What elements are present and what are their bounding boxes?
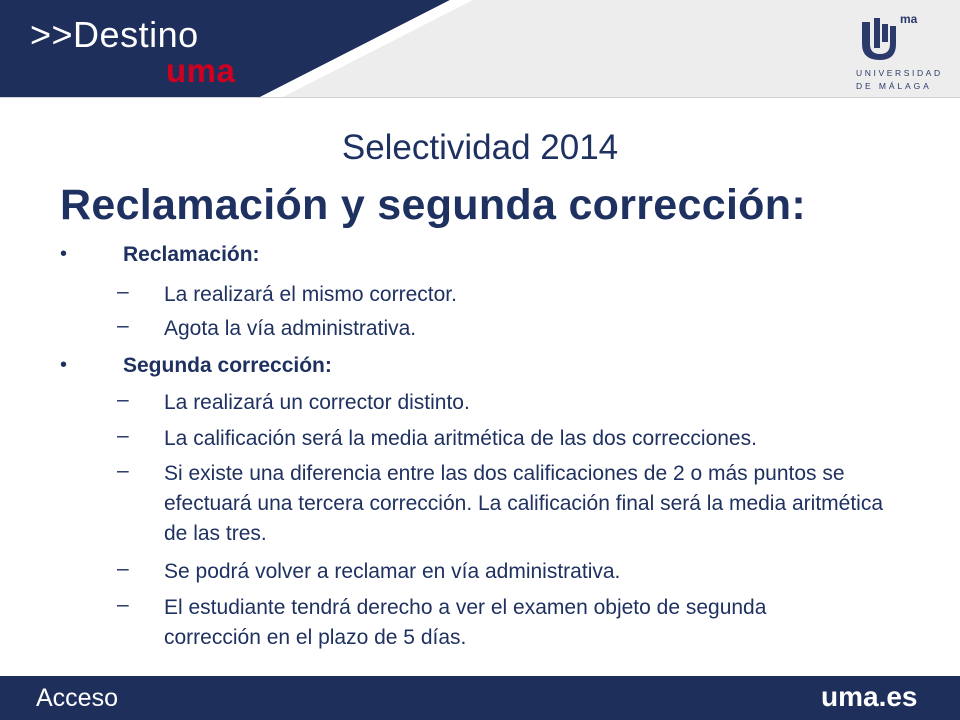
list-item: La calificación será la media aritmética de las dos correcciones. [164, 427, 757, 450]
list-item: Se podrá volver a reclamar en vía administrativa. [164, 560, 621, 583]
dash-marker: – [117, 314, 129, 337]
list-item: La realizará un corrector distinto. [164, 391, 470, 414]
dash-marker: – [117, 388, 129, 411]
slide-subtitle: Selectividad 2014 [341, 128, 619, 167]
dash-marker: – [117, 557, 129, 580]
dash-marker: – [117, 280, 129, 303]
university-logo [850, 10, 943, 91]
logo-text-line2: DE MÁLAGA [856, 81, 932, 91]
logo-text-line1: UNIVERSIDAD [856, 68, 943, 78]
slide-title: Reclamación y segunda corrección: [60, 181, 806, 229]
footer-bar [0, 676, 960, 720]
list-item: Agota la vía administrativa. [164, 317, 417, 340]
header-bar [0, 0, 960, 98]
dash-marker: – [117, 459, 129, 482]
logo-mark-icon [858, 14, 906, 62]
bullet-marker: • [60, 243, 68, 265]
dash-marker: – [117, 593, 129, 616]
header-brand: uma [166, 52, 236, 89]
footer-access-link[interactable]: Acceso [36, 684, 118, 712]
section-heading-reclamacion: Reclamación: [123, 243, 260, 266]
header-title: >>Destino [30, 14, 199, 55]
section-heading-segunda-correccion: Segunda corrección: [123, 354, 332, 377]
bullet-marker: • [60, 354, 68, 376]
logo-superscript: ma [900, 12, 918, 26]
footer-site-link[interactable]: uma.es [821, 681, 918, 712]
list-item: La realizará el mismo corrector. [164, 283, 457, 306]
list-item: Si existe una diferencia entre las dos calificaciones de 2 o más puntos se efectuará una tercera corrección. La calificación final será la media aritmética de las tres. [164, 462, 884, 545]
dash-marker: – [117, 424, 129, 447]
list-item: El estudiante tendrá derecho a ver el examen objeto de segunda corrección en el plazo de 5 días. [164, 596, 767, 649]
